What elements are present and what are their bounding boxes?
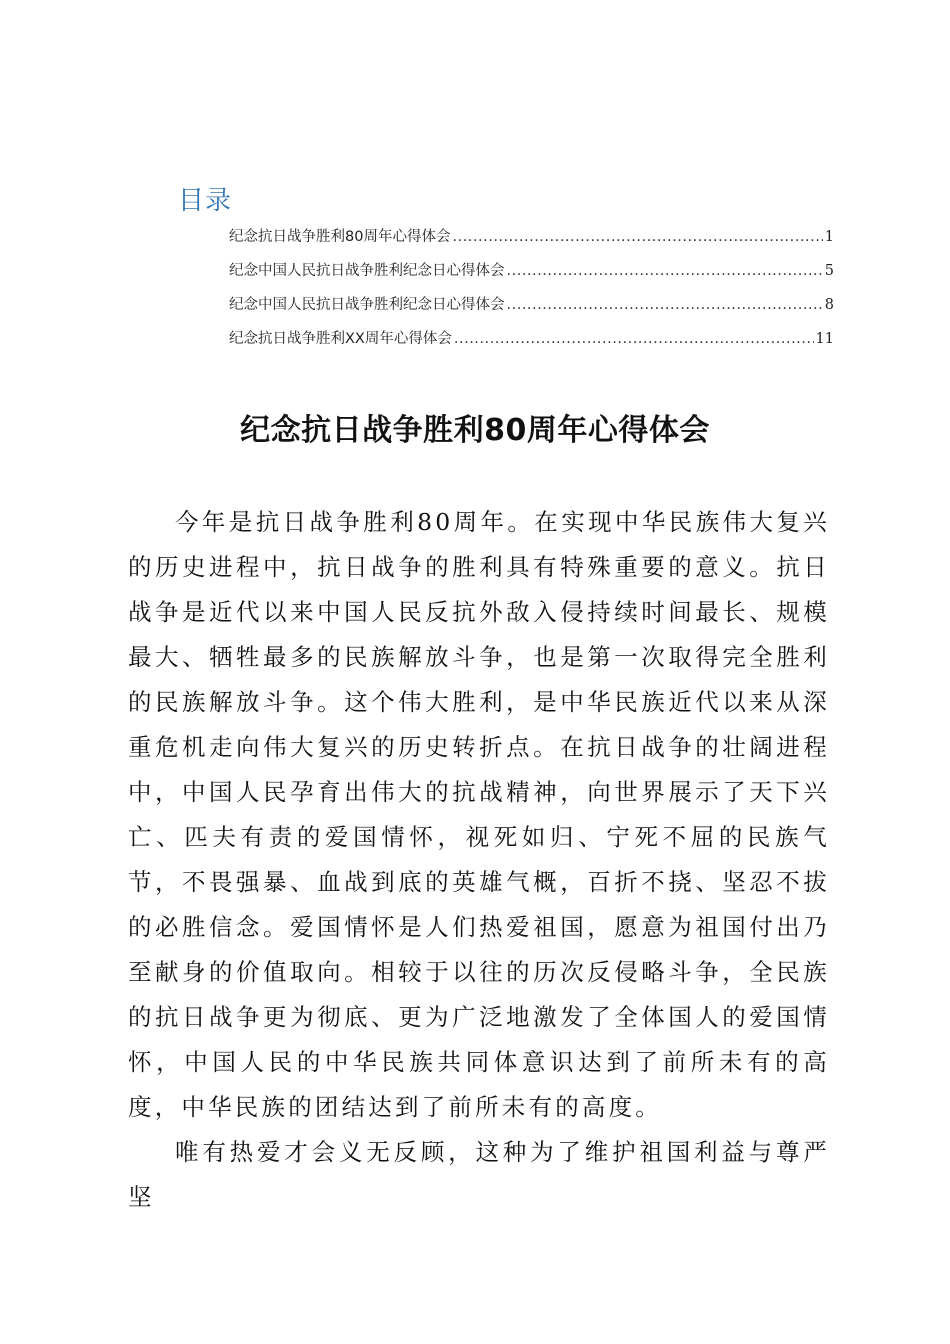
toc-leader-dots [452, 229, 822, 245]
toc-heading: 目录 [178, 186, 233, 216]
toc-leader-dots [507, 297, 823, 313]
toc-entry[interactable] [229, 259, 834, 293]
toc-entry-title: 纪念中国人民抗日战争胜利纪念日心得体会 [229, 263, 505, 279]
article-body [128, 500, 830, 1220]
table-of-contents [229, 225, 834, 361]
body-paragraph: 唯有热爱才会义无反顾，这种为了维护祖国利益与尊严坚 [128, 1138, 830, 1211]
toc-leader-dots [454, 331, 814, 347]
body-paragraph: 今年是抗日战争胜利80周年。在实现中华民族伟大复兴的历史进程中，抗日战争的胜利具有特殊重要的意义。抗日战争是近代以来中国人民反抗外敌入侵持续时间最长、规模最大、牺牲最多的民族解放斗争，也是第一次取得完全胜利的民族解放斗争。这个伟大胜利，是中华民族近代以来从深重危机走向伟大复兴的历史转折点。在抗日战争的壮阔进程中，中国人民孕育出伟大的抗战精神，向世界展示了天下兴亡、匹夫有责的爱国情怀，视死如归、宁死不屈的民族气节，不畏强暴、血战到底的英雄气概，百折不挠、坚忍不拔的必胜信念。爱国情怀是人们热爱祖国，愿意为祖国付出乃至献身的价值取向。相较于以往的历次反侵略斗争，全民族的抗日战争更为彻底、更为广泛地激发了全体国人的爱国情怀，中国人民的中华民族共同体意识达到了前所未有的高度，中华民族的团结达到了前所未有的高度。 [128, 508, 830, 1121]
toc-leader-dots [507, 263, 823, 279]
toc-entry-page: 11 [815, 331, 834, 347]
document-title: 纪念抗日战争胜利80周年心得体会 [240, 413, 710, 448]
toc-entry-title: 纪念抗日战争胜利80周年心得体会 [229, 229, 451, 245]
toc-entry[interactable] [229, 225, 834, 259]
toc-entry[interactable] [229, 327, 834, 361]
toc-entry-title: 纪念抗日战争胜利XX周年心得体会 [229, 331, 452, 347]
toc-entry-title: 纪念中国人民抗日战争胜利纪念日心得体会 [229, 297, 505, 313]
toc-entry[interactable] [229, 293, 834, 327]
toc-entry-page: 5 [824, 263, 834, 279]
toc-entry-page: 8 [824, 297, 834, 313]
toc-entry-page: 1 [824, 229, 834, 245]
